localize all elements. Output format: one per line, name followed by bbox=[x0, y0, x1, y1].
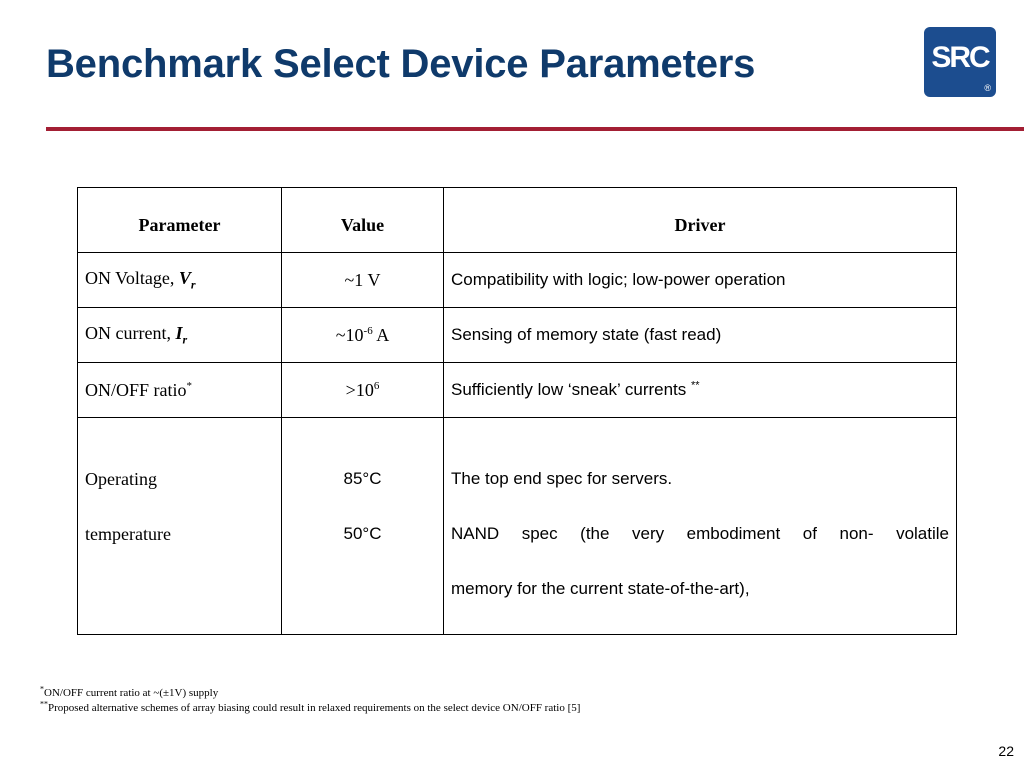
src-logo bbox=[924, 27, 996, 97]
cell-driver: Sensing of memory state (fast read) bbox=[444, 308, 957, 363]
param-label: ON current, bbox=[85, 322, 176, 343]
cell-value: $>10^6$ bbox=[282, 363, 444, 418]
table-row-operating-temperature bbox=[78, 418, 957, 635]
title-divider bbox=[46, 127, 1024, 131]
logo-text: SRC bbox=[931, 41, 989, 74]
header-driver: Driver bbox=[444, 188, 957, 253]
parameters-table bbox=[77, 187, 957, 635]
footnote-2: **Proposed alternative schemes of array biasing could result in relaxed requirements on the select device ON/OFF ratio [5] bbox=[40, 699, 581, 714]
param-symbol: $I_r$ bbox=[175, 322, 188, 347]
cell-parameter bbox=[78, 308, 282, 363]
table-row-on-voltage bbox=[78, 253, 957, 308]
table-header-row bbox=[78, 188, 957, 253]
param-label: ON Voltage, bbox=[85, 267, 179, 288]
cell-driver: Compatibility with logic; low-power operation bbox=[444, 253, 957, 308]
footnote-mark: * bbox=[186, 379, 193, 392]
param-symbol: $V_r$ bbox=[178, 267, 196, 292]
footnote-mark: ** bbox=[691, 379, 700, 392]
footnotes bbox=[40, 686, 580, 716]
cell-driver: Sufficiently low ‘sneak’ currents ** bbox=[444, 363, 957, 418]
registered-mark: ® bbox=[984, 83, 991, 93]
cell-parameter: Operating temperature bbox=[78, 418, 282, 635]
page-number: 22 bbox=[998, 743, 1014, 759]
cell-value: 85°C 50°C bbox=[282, 418, 444, 635]
slide-title: Benchmark Select Device Parameters bbox=[46, 42, 756, 86]
cell-parameter: ON/OFF ratio* bbox=[78, 363, 282, 418]
header-value: Value bbox=[282, 188, 444, 253]
table-row-on-current bbox=[78, 308, 957, 363]
cell-value: $\sim 10^{-6}$ A bbox=[282, 308, 444, 363]
cell-value: ~1 V bbox=[282, 253, 444, 308]
table-row-on-off-ratio bbox=[78, 363, 957, 418]
cell-driver: The top end spec for servers. NAND spec (the very embodiment of non- volatile memory for the current state-of-the-art), bbox=[444, 418, 957, 635]
footnote-1: *ON/OFF current ratio at ~(±1V) supply bbox=[40, 684, 219, 699]
cell-parameter bbox=[78, 253, 282, 308]
header-parameter: Parameter bbox=[78, 188, 282, 253]
